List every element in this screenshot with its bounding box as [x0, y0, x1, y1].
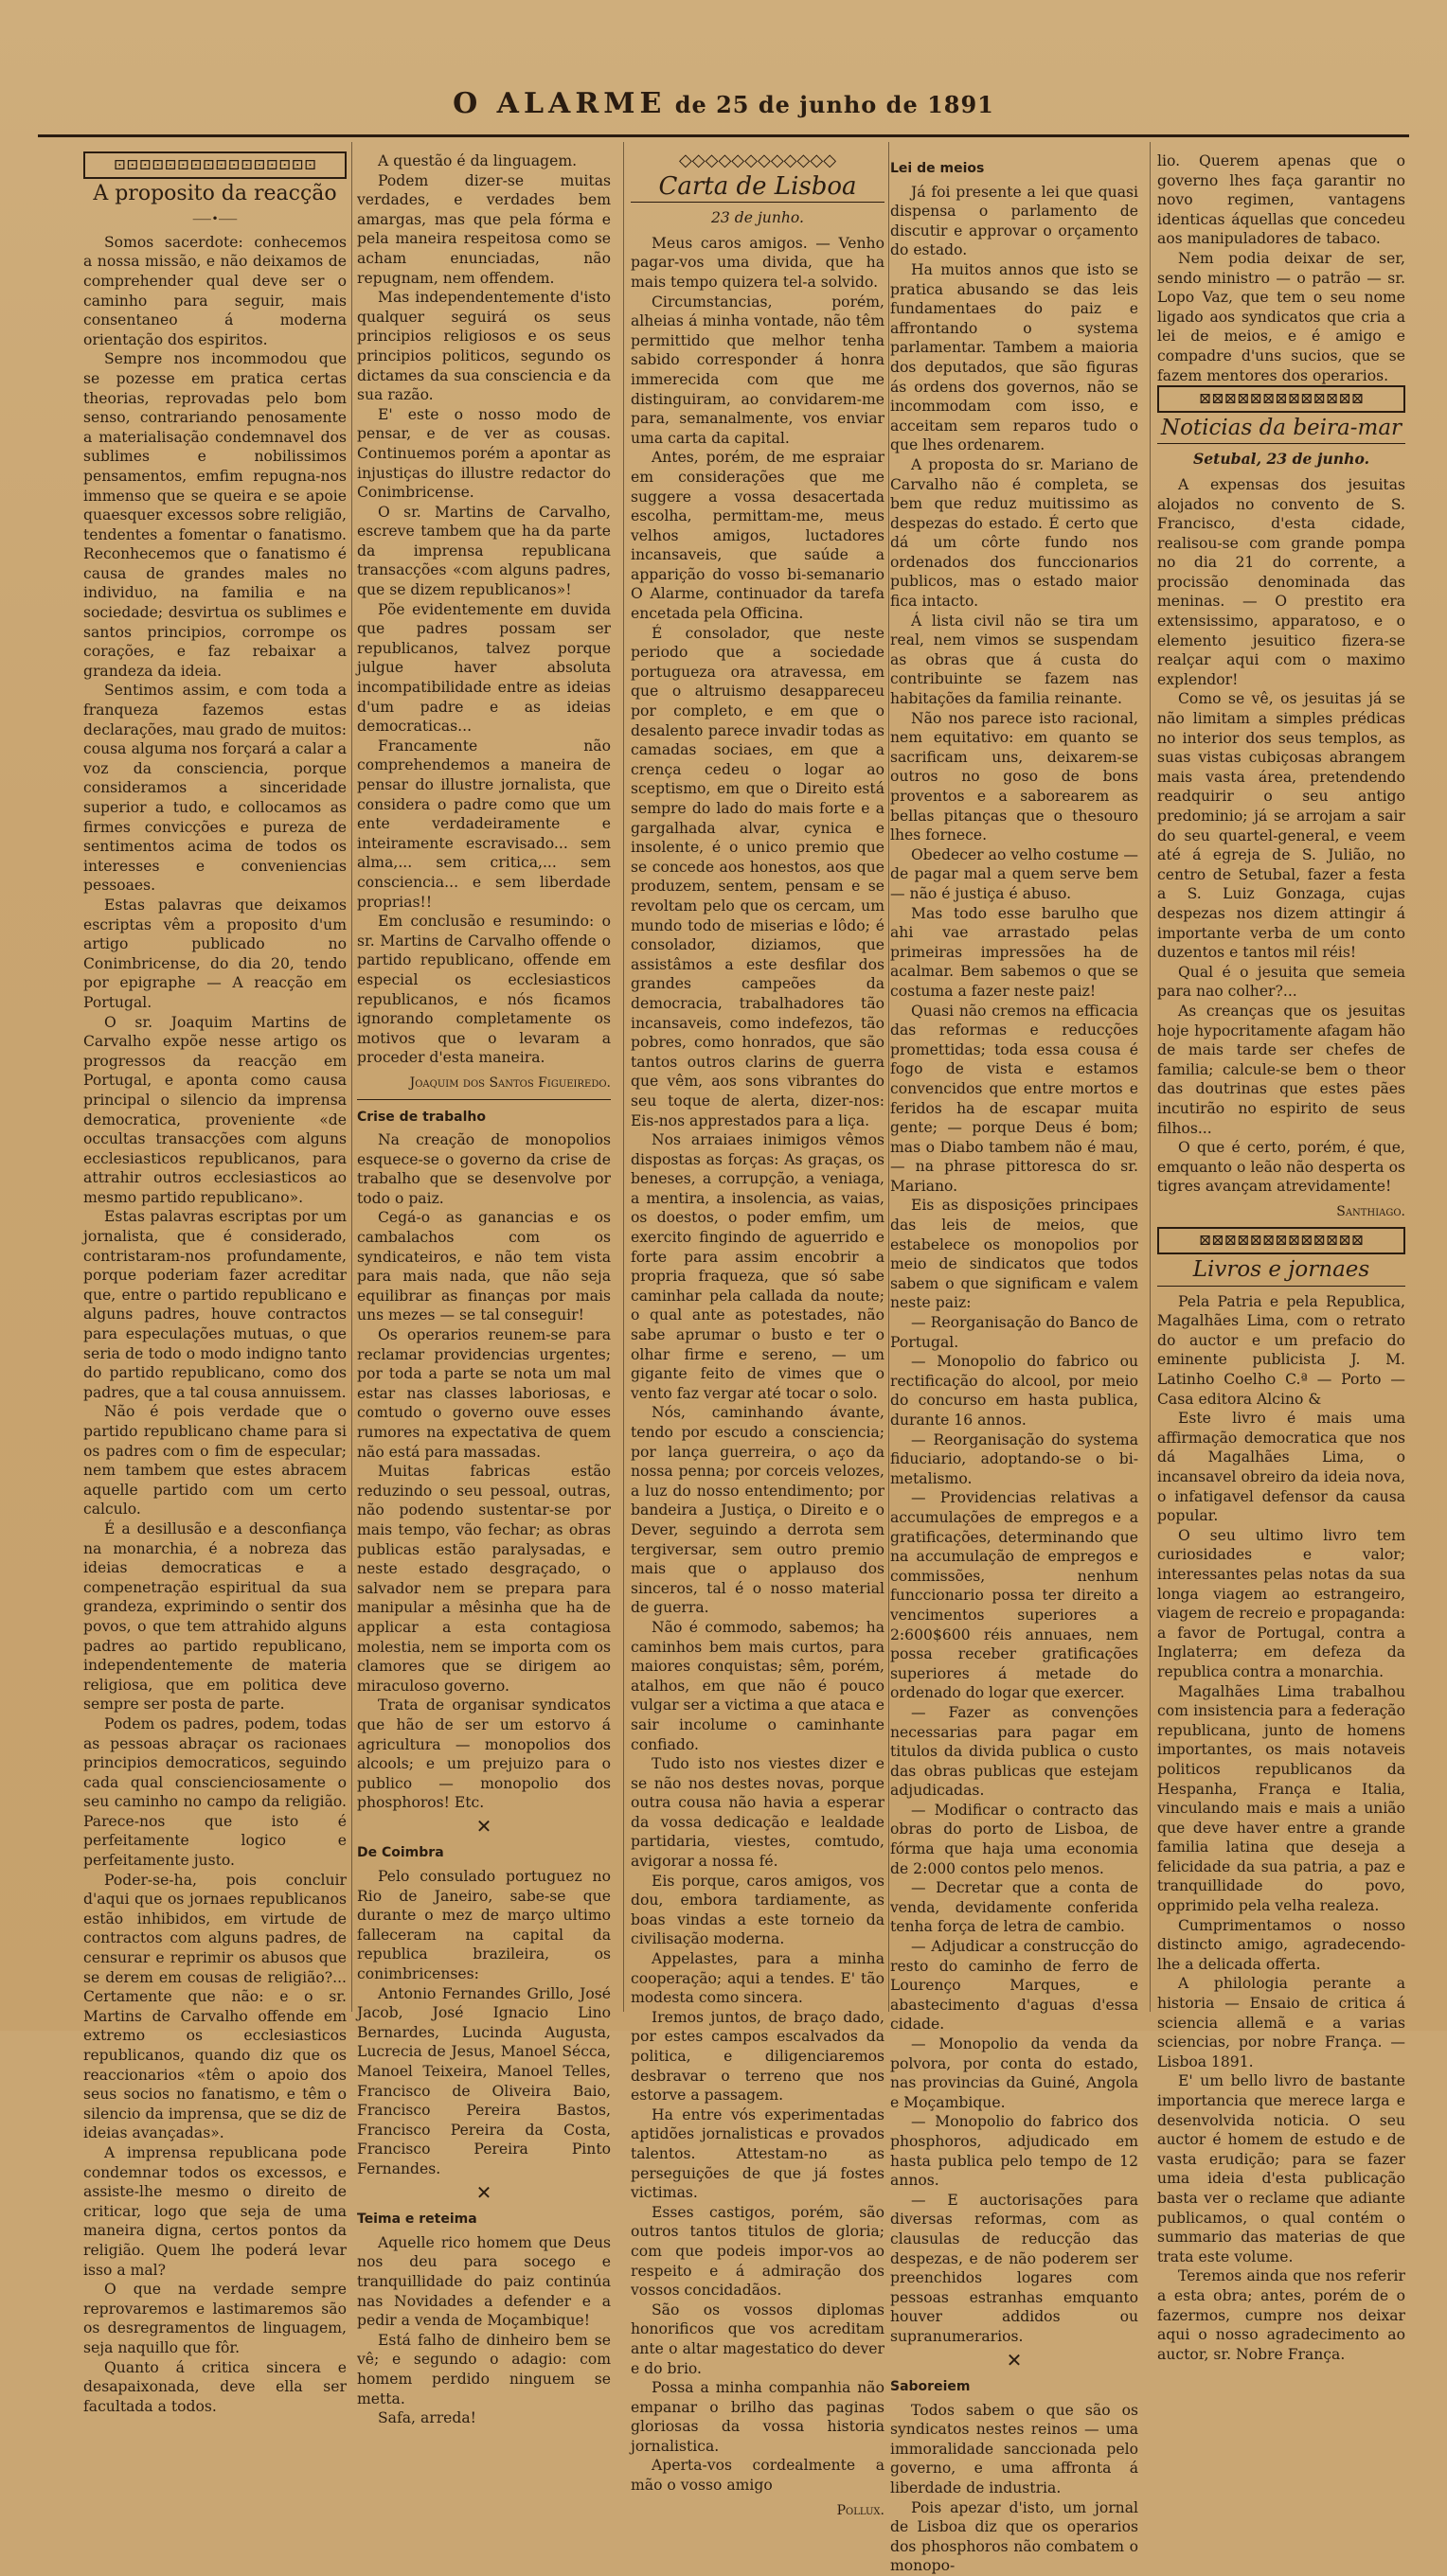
paragraph: Não é pois verdade que o partido republicano chame para si os padres com o fim de especular; nem tambem que estes abracem aquelle partido com um certo calculo.: [83, 1403, 347, 1519]
paragraph: Safa, arreda!: [378, 2409, 476, 2427]
paragraph: Possa a minha companhia não empanar o brilho das paginas gloriosas da vossa historia jornalistica.: [631, 2379, 884, 2455]
paragraph: A expensas dos jesuitas alojados no convento de S. Francisco, d'esta cidade, realisou-se com grande pompa no dia 21 do corrente, a procissão denominada das meninas. — O prestito era extensissimo, apparatoso, e o elemento jesuitico fizera-se realçar aqui com o maximo explendor!: [1157, 475, 1405, 688]
paragraph: Sentimos assim, e com toda a franqueza fazemos estas declarações, mau grado de muitos: cousa alguma nos forçará a calar a voz da consciencia, porque consideramos a sinceridade superior a tudo, e collocamos as firmes convicções e pureza de sentimentos acima de todos os interesses e conveniencias pessoaes.: [83, 682, 347, 895]
paragraph: Está falho de dinheiro bem se vê; e segundo o adagio: com homem perdido ninguem se metta.: [357, 2331, 611, 2407]
paragraph: Já foi presente a lei que quasi dispensa o parlamento de discutir e approvar o orçamento do estado.: [890, 183, 1138, 259]
paragraph: Cumprimentamos o nosso distincto amigo, agradecendo-lhe a delicada offerta.: [1157, 1916, 1405, 1973]
ornament-border: ⊡⊡⊡⊡⊡⊡⊡⊡⊡⊡⊡⊡⊡⊡⊡⊡: [83, 151, 347, 179]
paragraph: As creanças que os jesuitas hoje hypocritamente afagam hão de mais tarde ser chefes de familia; calcule-se bem o theor das doutrinas que estes pães incutirão no espirito de seus filhos...: [1157, 1002, 1405, 1137]
paragraph: O que na verdade sempre reprovaremos e lastimaremos são os desregramentos de linguagem, seja naquillo que fôr.: [83, 2281, 347, 2356]
paragraph: Aperta-vos cordealmente a mão o vosso amigo: [631, 2457, 884, 2495]
section-heading: Teima e reteima: [357, 2212, 477, 2228]
masthead-rule: [38, 134, 1409, 137]
paragraph: Antonio Fernandes Grillo, José Jacob, José Ignacio Lino Bernardes, Lucinda Augusta, Lucrecia de Jesus, Manoel Sécca, Manoel Teixeira, Manoel Telles, Francisco de Oliveira Baio, Francisco Pereira Bastos, Francisco Pereira da Costa, Francisco Pereira Pinto Fernandes.: [357, 1984, 611, 2177]
divider: [631, 202, 884, 203]
paragraph: É consolador, que neste periodo que a sociedade portugueza ora atravessa, em que o altruismo desappareceu por completo, e em que o desalento parece invadir todas as camadas sociaes, em que a crença cedeu o logar ao sceptismo, em que o Direito está sempre do lado do mais forte e a gargalhada alvar, cynica e insolente, é o unico premio que se concede aos honestos, aos que produzem, sentem, pensam e se revoltam pelo que os cercam, um mundo todo de miserias e lôdo; é consolador, diziamos, que assistâmos a este desfilar dos grandes campeões da democracia, trabalhadores tão incansaveis, como indefezos, tão pobres, como honrados, que são tantos outros clarins de guerra que vêm, aos sons vibrantes do seu toque de alerta, dizer-nos: Eis-nos apprestados para a liça.: [631, 624, 884, 1129]
column-divider: [623, 142, 624, 2012]
paragraph: Esses castigos, porém, são outros tantos titulos de gloria; com que podeis impor-vos ao respeito e á admiração dos vossos concidadãos.: [631, 2203, 884, 2300]
cross-separator: ✕: [475, 2180, 492, 2204]
section-heading: Carta de Lisboa: [658, 171, 857, 201]
paragraph: O sr. Joaquim Martins de Carvalho expõe nesse artigo os progressos da reacção em Portugal, e aponta como causa principal o silencio da imprensa democratica, proveniente «de occultas transacções com alguns ecclesiasticos republicanos, para attrahir outros ecclesiasticos ao mesmo partido republicano».: [83, 1013, 347, 1206]
article-date: 23 de junho.: [710, 209, 804, 227]
paragraph: Á lista civil não se tira um real, nem vimos se suspendam as obras que á custa do contribuinte se fazem nas habitações da familia reinante.: [890, 612, 1138, 708]
paragraph: — Reorganisação do systema fiduciario, adoptando-se o bi-metalismo.: [890, 1430, 1138, 1487]
paragraph: — Monopolio da venda da polvora, por conta do estado, nas provincias da Guiné, Angola e Moçambique.: [890, 2035, 1138, 2111]
paragraph: Quanto á critica sincera e desapaixonada, deve ella ser facultada a todos.: [83, 2358, 347, 2415]
cross-separator: ✕: [475, 1814, 492, 1838]
paragraph: Circumstancias, porém, alheias á minha vontade, não têm permittido que melhor tenha sabido corresponder á honra immerecida com que me distinguiram, ao convidarem-me para, semanalmente, vos enviar uma carta da capital.: [631, 293, 884, 447]
paragraph: Francamente não comprehendemos a maneira de pensar do illustre jornalista, que considera o padre como que um ente verdadeiramente e inteiramente escravisado... sem alma,... sem critica,... sem consciencia... e sem liberdade proprias!!: [357, 737, 611, 911]
paragraph: Ha muitos annos que isto se pratica abusando se das leis fundamentaes do paiz e affrontando o systema parlamentar. Tambem a maioria dos deputados, que são figuras ás ordens dos governos, não se incommodam com isso, e acceitam sem reparos tudo o que lhes ordenarem.: [890, 260, 1138, 454]
paragraph: É a desillusão e a desconfiança na monarchia, é a nobreza das ideias democraticas e a compenetração espiritual da sua grandeza, exprimindo o sentir dos povos, o que tem attrahido alguns padres ao partido republicano, independentemente de materia religiosa, que em politica deve sempre ser posta de parte.: [83, 1519, 347, 1714]
paragraph: Magalhães Lima trabalhou com insistencia para a federação republicana, junto de homens importantes, os mais notaveis politicos republicanos da Hespanha, França e Italia, vinculando mais e mais a união que deve haver entre a grande familia latina que deseja a felicidade da sua patria, a paz e tranquillidade do povo, opprimido pela velha realeza.: [1157, 1682, 1405, 1915]
section-heading: Lei de meios: [890, 161, 985, 176]
paragraph: Pela Patria e pela Republica, Magalhães Lima, com o retrato do auctor e um prefacio do eminente publicista J. M. Latinho Coelho C.ª — Porto — Casa editora Alcino &: [1157, 1292, 1405, 1408]
paragraph: Obedecer ao velho costume — de pagar mal a quem serve bem — não é justiça é abuso.: [890, 845, 1138, 902]
paragraph: Poder-se-ha, pois concluir d'aqui que os jornaes republicanos estão inhibidos, em virtude de contractos com alguns padres, de censurar e reprimir os abusos que se derem em cousas de religião?... Certamente que não: e o sr. Martins de Carvalho offende em extremo os ecclesiasticos republicanos, quando diz que os reaccionarios «têm o apoio dos seus socios no fanatismo, e têm o silencio da imprensa, que se diz de ideias avançadas».: [83, 1871, 347, 2142]
section-heading: De Coimbra: [357, 1845, 444, 1861]
paragraph: O sr. Martins de Carvalho, escreve tambem que ha da parte da imprensa republicana transacções «com alguns padres, que se dizem republicanos»!: [357, 503, 611, 599]
section-heading: Crise de trabalho: [357, 1109, 486, 1125]
paragraph: A imprensa republicana pode condemnar todos os excessos, e assiste-lhe mesmo o direito de criticar, logo que seja de uma maneira digna, certos pontos da religião. Quem lhe poderá levar isso a mal?: [83, 2143, 347, 2279]
column-3: [631, 151, 884, 2518]
column-4: [890, 151, 1138, 2575]
paragraph: Podem os padres, podem, todas as pessoas abraçar os racionaes principios democraticos, seguindo cada qual conscienciosamente o seu caminho no campo da religião. Parece-nos que isto é perfeitamente logico e perfeitamente justo.: [83, 1714, 347, 1870]
paragraph: São os vossos diplomas honorificos que vos acreditam ante o altar magestatico do dever e do brio.: [631, 2301, 884, 2377]
masthead: [0, 87, 1447, 120]
paragraph: Mas independentemente d'isto qualquer seguirá os seus principios religiosos e os seus principios politicos, segundo os dictames da sua consciencia e da sua razão.: [357, 289, 611, 404]
column-divider: [888, 142, 889, 2012]
paragraph: Todos sabem o que são os syndicatos nestes reinos — uma immoralidade sanccionada pelo governo, e uma affronta á liberdade de industria.: [890, 2401, 1138, 2497]
paragraph: Iremos juntos, de braço dado, por estes campos escalvados da politica, e diligenciaremos desbravar o terreno que nos estorve a passagem.: [631, 2008, 884, 2105]
paragraph: Os operarios reunem-se para reclamar providencias urgentes; por toda a parte se nota um mal estar nas classes laboriosas, e comtudo o governo ouve esses rumores na expectativa de quem não está para massadas.: [357, 1326, 611, 1461]
divider: [357, 1099, 611, 1100]
paragraph: — Monopolio do fabrico ou rectificação do alcool, por meio do concurso em hasta publica, durante 16 annos.: [890, 1353, 1138, 1429]
article-date: Setubal, 23 de junho.: [1192, 450, 1370, 469]
paragraph: O seu ultimo livro tem curiosidades e valor; interessantes pelas notas da sua longa viagem ao estrangeiro, viagem de recreio e propaganda: a favor de Portugal, contra a Inglaterra; em defeza da republica contra a monarchia.: [1157, 1526, 1405, 1680]
masthead-date: de 25 de junho de 1891: [674, 91, 994, 118]
paragraph: Mas todo esse barulho que ahi vae arrastado pelas primeiras impressões ha de acalmar. Bem sabemos o que se costuma a fazer neste paiz!: [890, 904, 1138, 1000]
paragraph: Trata de organisar syndicatos que hão de ser um estorvo á agricultura — monopolios dos alcools; e um prejuizo para o publico — monopolio dos phosphoros! Etc.: [357, 1697, 611, 1812]
paragraph: Podem dizer-se muitas verdades, e verdades bem amargas, mas que pela fórma e pela maneira respeitosa como se acham enunciadas, não repugnam, nem offendem.: [357, 171, 611, 287]
section-heading: Noticias da beira-mar: [1160, 415, 1402, 440]
paragraph: Tudo isto nos viestes dizer e se não nos destes novas, porque outra cousa não havia a esperar da vossa dedicação e lealdade partidaria, viestes, comtudo, avigorar a nossa fé.: [631, 1755, 884, 1871]
paragraph: lio. Querem apenas que o governo lhes faça garantir no novo regimen, vantagens identicas áquellas que concedeu aos manipuladores de tabaco.: [1157, 152, 1405, 248]
section-heading: Saboreiem: [890, 2379, 971, 2395]
paragraph: Aquelle rico homem que Deus nos deu para socego e tranquillidade do paiz continúa nas Novidades a defender e a pedir a venda de Moçambique!: [357, 2233, 611, 2330]
column-1: [83, 151, 347, 2415]
paragraph: Não é commodo, sabemos; ha caminhos bem mais curtos, para maiores conquistas; sêm, porém, atalhos, em que não é pouco vulgar ser a victima a que ataca e sair incolume o caminhante confiado.: [631, 1618, 884, 1753]
divider: [1157, 443, 1405, 444]
paragraph: Sempre nos incommodou que se pozesse em pratica certas theorias, reprovadas pelo bom senso, contrariando penosamente a materialisação condemnavel dos sublimes e nobilissimos pensamentos, emfim repugna-nos immenso que se queira e se apoie quaesquer excessos sobre religião, tendentes a fomentar o fanatismo. Reconhecemos que o fanatismo é causa de grandes males no individuo, na familia e na sociedade; desvirtua os sublimes e santos principios, corrompe os corações, e faz rebaixar a grandeza da ideia.: [83, 350, 347, 680]
ornament-border: ◇◇◇◇◇◇◇◇◇◇◇◇: [678, 151, 837, 170]
paragraph: A questão é da linguagem.: [378, 152, 578, 169]
cross-separator: ✕: [1006, 2348, 1023, 2372]
paragraph: Não nos parece isto racional, nem equitativo: em quanto se sacrificam uns, deixarem-se outros no goso de bons proventos e a saborearem as bellas pitanças que o thesouro lhes fornece.: [890, 709, 1138, 844]
paragraph: Nos arraiaes inimigos vêmos dispostas as forças: As graças, os beneses, a corrupção, a veniaga, a mentira, a insolencia, as vaias, os doestos, o poder emfim, um exercito fingindo de aguerrido e forte para assim encobrir a propria fraqueza, que só sabe caminhar pela callada da noute; o qual ante as potestades, não sabe aprumar o busto e ter o olhar firme e sereno, — um gigante feito de vimes que o vento faz vergar até tocar o solo.: [631, 1131, 884, 1402]
divider: [1157, 1286, 1405, 1287]
paragraph: Como se vê, os jesuitas já se não limitam a simples prédicas no interior dos seus templos, as suas vistas cubiçosas abrangem mais vasta área, pretendendo readquirir o seu antigo predominio; já se arrojam a sair do seu quartel-general, e veem até á egreja de S. Julião, no centro de Setubal, fazer a festa a S. Luiz Gonzaga, cujas despezas nos dizem attingir á importante verba de um conto duzentos e tantos mil réis!: [1157, 690, 1405, 962]
paragraph: Põe evidentemente em duvida que padres possam ser republicanos, talvez porque julgue haver absoluta incompatibilidade entre as ideias d'um padre e as ideias democraticas...: [357, 600, 611, 736]
paragraph: Em conclusão e resumindo: o sr. Martins de Carvalho offende o partido republicano, offende em especial os ecclesiasticos republicanos, e nós ficamos ignorando completamente os motivos que o levaram a proceder d'esta maneira.: [357, 913, 611, 1067]
paragraph: — Monopolio do fabrico dos phosphoros, adjudicado em hasta publica pelo tempo de 12 annos.: [890, 2113, 1138, 2190]
paragraph: Cegá-o as ganancias e os cambalachos com os syndicateiros, e não tem vista para mais nada, que não seja equilibrar as finanças por mais uns mezes — se tal conseguir!: [357, 1209, 611, 1324]
paragraph: Na creação de monopolios esquece-se o governo da crise de trabalho que se desenvolve por todo o paiz.: [357, 1131, 611, 1207]
paragraph: — Modificar o contracto das obras do porto de Lisboa, de fórma que haja uma economia de 2:000 contos pelo menos.: [890, 1801, 1138, 1877]
article-heading: A proposito da reacção: [93, 181, 337, 205]
column-divider: [351, 142, 352, 2012]
section-heading: Livros e jornaes: [1192, 1257, 1370, 1283]
paragraph: Estas palavras que deixamos escriptas vêm a proposito d'um artigo publicado no Conimbricense, do dia 20, tendo por epigraphe — A reacção em Portugal.: [83, 896, 347, 1011]
paragraph: Nós, caminhando ávante, tendo por escudo a consciencia; por lança guerreira, o aço da nossa penna; por corceis velozes, a luz do nosso entendimento; por bandeira a Justiça, o Direito e o Dever, seguindo a derrota sem tergiversar, sem outro premio mais que o applauso dos sinceros, tal é o nosso material de guerra.: [631, 1404, 884, 1617]
paragraph: Somos sacerdote: conhecemos a nossa missão, e não deixamos de comprehender qual deve ser o caminho para seguir, mais consentaneo á moderna orientação dos espiritos.: [83, 233, 347, 348]
paragraph: Eis porque, caros amigos, vos dou, embora tardiamente, as boas vindas a este torneio da civilisação moderna.: [631, 1872, 884, 1948]
ornament-border: ⊠⊠⊠⊠⊠⊠⊠⊠⊠⊠⊠⊠⊠: [1157, 385, 1405, 413]
paragraph: Teremos ainda que nos referir a esta obra; antes, porém de o fazermos, cumpre nos deixar aqui o nosso agradecimento ao auctor, sr. Nobre França.: [1157, 2267, 1405, 2363]
signature: Pollux.: [836, 2502, 884, 2518]
paragraph: — Adjudicar a construcção do resto do caminho de ferro de Lourenço Marques, e abastecimento d'aguas d'essa cidade.: [890, 1938, 1138, 2034]
paragraph: Nem podia deixar de ser, sendo ministro — o patrão — sr. Lopo Vaz, que tem o seu nome ligado aos syndicatos que cria a lei de meios, e é amigo e compadre d'uns sucios, que se fazem mentores dos operarios.: [1157, 249, 1405, 384]
paragraph: Appelastes, para a minha cooperação; aqui a tendes. E' tão modesta como sincera.: [631, 1950, 884, 2007]
column-2: [357, 151, 611, 2427]
column-5: [1157, 151, 1405, 2363]
paragraph: — Decretar que a conta de venda, devidamente conferida tenha força de letra de cambio.: [890, 1879, 1138, 1936]
separator: ⸺•⸺: [192, 212, 238, 226]
paragraph: Qual é o jesuita que semeia para nao colher?...: [1157, 963, 1405, 1001]
paragraph: E' um bello livro de bastante importancia que merece larga e desenvolvida noticia. O seu auctor é homem de estudo e de vasta erudição; para se fazer uma ideia d'esta publicação basta ver o reclame que adiante publicamos, o qual contém o summario das materias de que trata este volume.: [1157, 2072, 1405, 2265]
paragraph: O que é certo, porém, é que, emquanto o leão não desperta os tigres avançam atrevidamente!: [1157, 1139, 1405, 1196]
paragraph: Antes, porém, de me espraiar em considerações que me suggere a vossa desacertada escolha, permittam-me, meus velhos amigos, luctadores incansaveis, que saúde a apparição do vosso bi-semanario O Alarme, continuador da tarefa encetada pela Officina.: [631, 449, 884, 623]
paragraph: Pelo consulado portuguez no Rio de Janeiro, sabe-se que durante o mez de março ultimo falleceram na capital da republica brazileira, os conimbricenses:: [357, 1868, 611, 1983]
paragraph: — E auctorisações para diversas reformas, com as clausulas de reducção das despezas, e de não poderem ser preenchidos logares com pessoas estranhas emquanto houver addidos ou supranumerarios.: [890, 2191, 1138, 2345]
column-divider: [1150, 142, 1151, 2012]
paragraph: Meus caros amigos. — Venho pagar-vos uma divida, que ha mais tempo quizera tel-a solvido.: [631, 234, 884, 291]
paragraph: Estas palavras escriptas por um jornalista, que é considerado, contristaram-nos profundamente, porque poderiam fazer acreditar que, entre o partido republicano e alguns padres, houve contractos para especulações mutuas, o que seria de todo o modo indigno tanto do partido republicano, como dos padres, que a tal cousa annuissem.: [83, 1208, 347, 1401]
ornament-border: ⊠⊠⊠⊠⊠⊠⊠⊠⊠⊠⊠⊠⊠: [1157, 1227, 1405, 1254]
paragraph: Este livro é mais uma affirmação democratica que nos dá Magalhães Lima, o incansavel obreiro da ideia nova, o infatigavel defensor da causa popular.: [1157, 1410, 1405, 1525]
paragraph: E' este o nosso modo de pensar, e de ver as cousas. Continuemos porém a apontar as injustiças do illustre redactor do Conimbricense.: [357, 405, 611, 502]
paragraph: Muitas fabricas estão reduzindo o seu pessoal, outras, não podendo sustentar-se por mais tempo, vão fechar; as obras publicas estão paralysadas, e neste estado desgraçado, o salvador nem se prepara para manipular a mêsinha que ha de applicar a esta contagiosa molestia, nem se importa com os clamores que se dirigem ao miraculoso governo.: [357, 1463, 611, 1695]
paragraph: Quasi não cremos na efficacia das reformas e reducções promettidas; toda essa cousa é fogo de vista e estamos convencidos que entre mortos e feridos ha de escapar muita gente; — porque Deus é bom; mas o Diabo tambem não é mau, — na phrase pittoresca do sr. Mariano.: [890, 1002, 1138, 1195]
paragraph: Ha entre vós experimentadas aptidões jornalisticas e provados talentos. Attestam-no as perseguições de que já fostes victimas.: [631, 2105, 884, 2202]
signature: Santhiago.: [1336, 1203, 1405, 1219]
signature: Joaquim dos Santos Figueiredo.: [409, 1075, 611, 1091]
paragraph: Eis as disposições principaes das leis de meios, que estabelece os monopolios por meio de sindicatos que todos sabem o que significam e valem neste paiz:: [890, 1197, 1138, 1312]
paragraph: — Providencias relativas a accumulações de empregos e a gratificações, determinando que na accumulação de empregos e commissões, nenhum funccionario possa ter direito a vencimentos superiores a 2:600$600 réis annuaes, nem possa receber gratificações superiores á metade do ordenado do logar que exercer.: [890, 1489, 1138, 1702]
paragraph: A philologia perante a historia — Ensaio de critica á sciencia allemã e a varias sciencias, por nobre França. — Lisboa 1891.: [1157, 1975, 1405, 2070]
paragraph: — Fazer as convenções necessarias para pagar em titulos da divida publica o custo das obras publicas que estejam adjudicadas.: [890, 1703, 1138, 1800]
paragraph: A proposta do sr. Mariano de Carvalho não é completa, se bem que reduz muitissimo as despezas do estado. É certo que dá um côrte fundo nos ordenados dos funccionarios publicos, mas o estado maior fica intacto.: [890, 455, 1138, 611]
paragraph: Pois apezar d'isto, um jornal de Lisboa diz que os operarios dos phosphoros não combatem o monopo-: [890, 2498, 1138, 2575]
paragraph: — Reorganisação do Banco de Portugal.: [890, 1314, 1138, 1351]
masthead-title: O ALARME: [453, 87, 667, 120]
